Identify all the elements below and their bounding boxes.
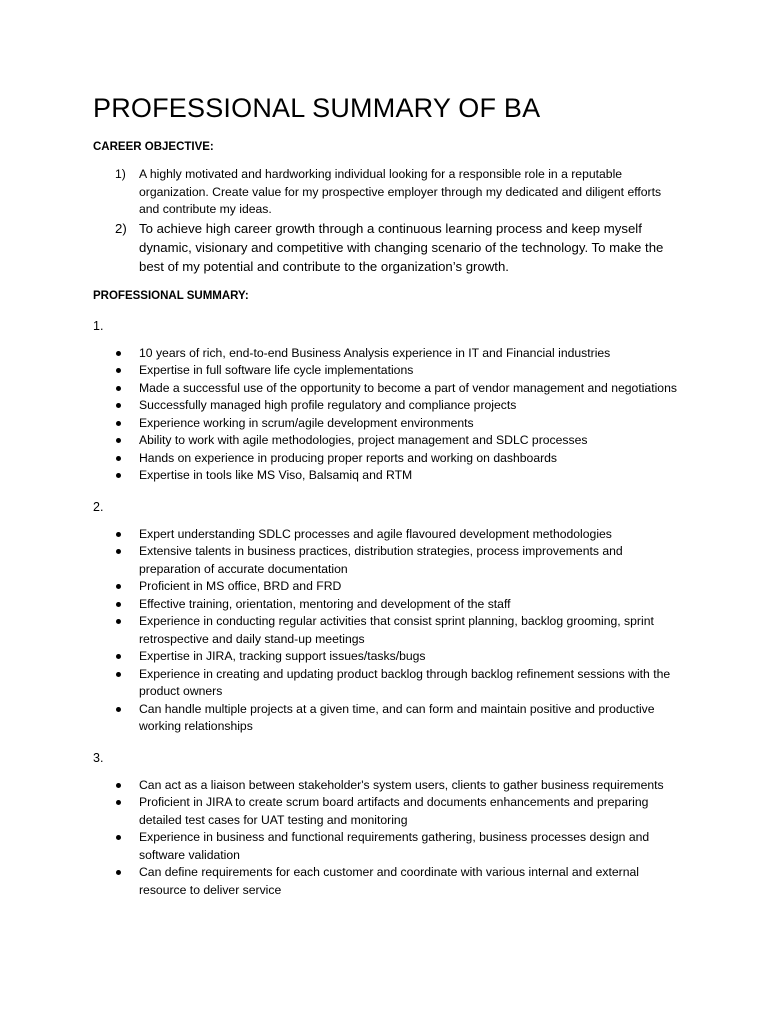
bullet-icon	[116, 707, 121, 712]
objective-number: 2)	[115, 220, 127, 236]
list-item	[93, 543, 683, 578]
list-item	[93, 345, 683, 363]
bullet-icon	[116, 438, 121, 443]
list-item	[93, 380, 683, 398]
list-item-text: Proficient in MS office, BRD and FRD	[139, 579, 342, 593]
list-item-text: Extensive talents in business practices, distribution strategies, process improvements and preparation of accurate documentation	[139, 544, 623, 576]
list-item	[93, 613, 683, 648]
summary-group-list	[93, 777, 683, 900]
bullet-icon	[116, 403, 121, 408]
list-item	[93, 701, 683, 736]
career-objective-heading: CAREER OBJECTIVE:	[93, 141, 214, 153]
list-item-text: Expertise in tools like MS Viso, Balsamiq and RTM	[139, 468, 413, 482]
bullet-icon	[116, 473, 121, 478]
list-item	[93, 864, 683, 899]
document-page	[93, 90, 683, 899]
list-item-text: Ability to work with agile methodologies, project management and SDLC processes	[139, 433, 588, 447]
list-item-text: Effective training, orientation, mentoring and development of the staff	[139, 596, 511, 611]
summary-group-number: 2.	[93, 499, 104, 514]
list-item	[93, 450, 683, 468]
bullet-icon	[116, 800, 121, 805]
list-item-text: Successfully managed high profile regulatory and compliance projects	[139, 398, 517, 412]
summary-group-list	[93, 526, 683, 736]
list-item-text: Can handle multiple projects at a given time, and can form and maintain positive and productive working relationships	[139, 701, 655, 733]
list-item-text: Experience working in scrum/agile development environments	[139, 415, 474, 430]
bullet-icon	[116, 386, 121, 391]
bullet-icon	[116, 654, 121, 659]
list-item-text: Experience in business and functional requirements gathering, business processes design and software validation	[139, 830, 650, 862]
list-item-text: Can act as a liaison between stakeholder's system users, clients to gather business requirements	[139, 777, 664, 792]
bullet-icon	[116, 602, 121, 607]
list-item-text: Expertise in full software life cycle implementations	[139, 363, 414, 377]
objective-number: 1)	[115, 167, 126, 181]
list-item	[93, 596, 683, 614]
bullet-icon	[116, 584, 121, 589]
bullet-icon	[116, 619, 121, 624]
list-item-text: Experience in creating and updating product backlog through backlog refinement sessions with the product owners	[139, 666, 671, 698]
list-item	[93, 526, 683, 544]
bullet-icon	[116, 532, 121, 537]
objective-text: A highly motivated and hardworking individual looking for a responsible role in a reputable organization. Create value for my prospective employer through my dedicated and diligent efforts and contribute my ideas.	[139, 167, 662, 216]
summary-group-number: 1.	[93, 318, 104, 333]
list-item	[93, 362, 683, 380]
bullet-icon	[116, 368, 121, 373]
document-title: PROFESSIONAL SUMMARY OF BA	[93, 93, 541, 123]
list-item-text: 10 years of rich, end-to-end Business Analysis experience in IT and Financial industries	[139, 345, 611, 360]
bullet-icon	[116, 421, 121, 426]
bullet-icon	[116, 870, 121, 875]
list-item	[93, 578, 683, 596]
list-item	[93, 829, 683, 864]
list-item	[93, 666, 683, 701]
list-item	[93, 794, 683, 829]
bullet-icon	[116, 549, 121, 554]
list-item-text: Hands on experience in producing proper reports and working on dashboards	[139, 450, 558, 465]
bullet-icon	[116, 783, 121, 788]
list-item-text: Can define requirements for each customer and coordinate with various internal and external resource to deliver service	[139, 865, 639, 897]
summary-group-number: 3.	[93, 750, 104, 765]
list-item	[93, 397, 683, 415]
list-item	[93, 648, 683, 666]
bullet-icon	[116, 672, 121, 677]
list-item-text: Expertise in JIRA, tracking support issues/tasks/bugs	[139, 649, 426, 663]
career-objective-list	[93, 166, 683, 276]
objective-item	[93, 166, 683, 219]
list-item	[93, 432, 683, 450]
professional-summary-heading: PROFESSIONAL SUMMARY:	[93, 289, 249, 302]
bullet-icon	[116, 456, 121, 461]
objective-item	[93, 219, 683, 276]
list-item-text: Proficient in JIRA to create scrum board artifacts and documents enhancements and preparing detailed test cases for UAT testing and monitoring	[139, 795, 649, 827]
list-item-text: Expert understanding SDLC processes and agile flavoured development methodologies	[139, 526, 612, 541]
bullet-icon	[116, 351, 121, 356]
list-item	[93, 415, 683, 433]
summary-group-list	[93, 345, 683, 485]
list-item	[93, 467, 683, 485]
list-item-text: Made a successful use of the opportunity to become a part of vendor management and negotiations	[139, 380, 677, 395]
list-item	[93, 777, 683, 795]
list-item-text: Experience in conducting regular activities that consist sprint planning, backlog grooming, sprint retrospective and daily stand-up meetings	[139, 614, 654, 646]
bullet-icon	[116, 835, 121, 840]
objective-text: To achieve high career growth through a continuous learning process and keep myself dynamic, visionary and competitive with changing scenario of the technology. To make the best of my potential and contribute to the organization’s growth.	[139, 220, 664, 274]
